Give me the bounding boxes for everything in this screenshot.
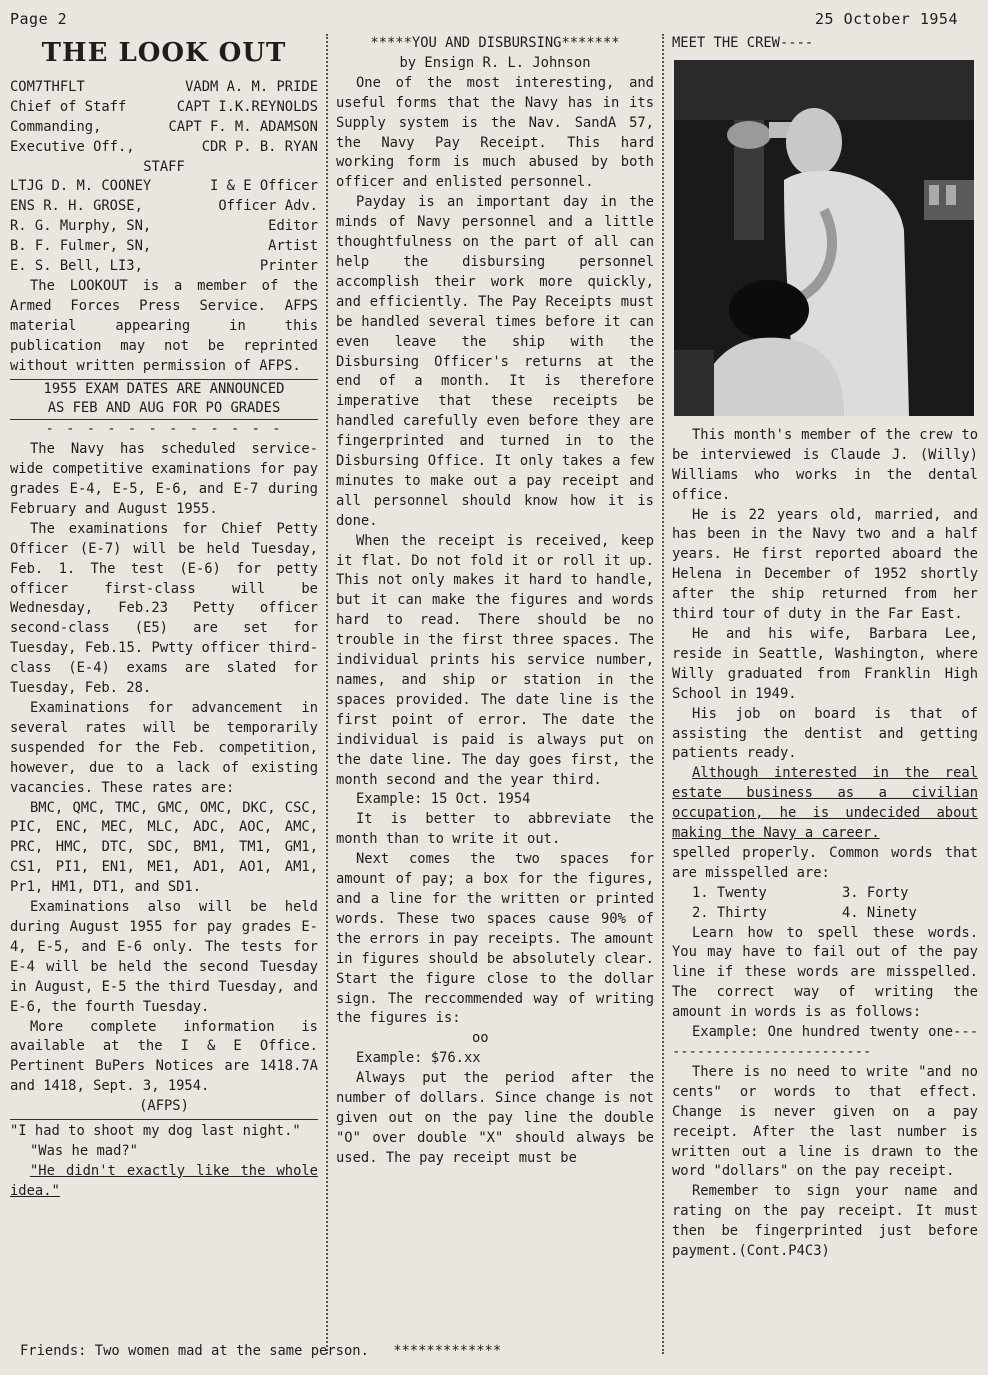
roster-name: CAPT I.K.REYNOLDS [176, 98, 318, 115]
continued-paragraph: Learn how to spell these words. You may have to fail out of the pay line if these words are misspelled. The correct way of writing the amount in words is as follows: [672, 924, 978, 1021]
disbursing-example-amount: Example: $76.xx [356, 1050, 481, 1067]
exam-headline-line-2: AS FEB AND AUG FOR PO GRADES [47, 400, 281, 417]
disbursing-paragraph: When the receipt is received, keep it flat. Do not fold it or roll it up. This not only makes it hard to handle, but it can make the figures and words hard to read. There should be no trouble in the first three spaces. The individual prints his service number, names, and ship or station in the spaces provided. The date line is the first point of error. The date the individual is paid is always put on the date line. The day goes first, the month second and the year third. [336, 532, 654, 788]
staff-label: STAFF [143, 158, 185, 175]
exam-paragraph: The Navy has scheduled service-wide competitive examinations for pay grades E-4, E-5, E-6, and E-7 during February and August 1955. [10, 441, 318, 517]
page-number: Page 2 [10, 10, 68, 28]
staff-row [10, 257, 318, 277]
roster-row [10, 118, 318, 138]
masthead-roster [10, 78, 318, 377]
misspelled-word: 2. Thirty [692, 904, 767, 921]
misspelled-word: 1. Twenty [692, 884, 767, 901]
roster-title: Commanding, [10, 118, 102, 135]
crew-paragraph: His job on board is that of assisting the dentist and getting patients ready. [672, 705, 978, 762]
roster-name: CDR P. B. RYAN [201, 138, 318, 155]
exam-rates-list: BMC, QMC, TMC, GMC, OMC, DKC, CSC, PIC, ENC, MEC, MLC, ADC, AOC, AMC, PRC, HMC, DTC, SDC, BM1, TM1, GM1, CS1, PI1, EN1, ME1, AD1, AO1, AM1, Pr1, HM1, DT1, and SD1. [10, 799, 318, 896]
masthead-title: THE LOOK OUT [41, 38, 287, 68]
roster-title: Executive Off., [10, 138, 135, 155]
disbursing-paragraph: It is better to abbreviate the month than to write it out. [336, 811, 654, 848]
exam-article-body [10, 440, 318, 1117]
roster-row [10, 98, 318, 118]
dental-office-photo-icon [674, 60, 974, 416]
staff-role: Artist [268, 238, 318, 255]
disbursing-example-date: Example: 15 Oct. 1954 [356, 791, 531, 808]
crew-title: MEET THE CREW---- [672, 35, 814, 51]
footer-joke: Friends: Two women mad at the same person. [20, 1343, 369, 1359]
disbursing-paragraph: One of the most interesting, and useful forms that the Navy has in its Supply system is the Nav. SandA 57, the Navy Pay Receipt. This hard working form is much abused by both officer and enlisted personnel. [336, 74, 654, 191]
continued-example: Example: One hundred twenty one--------------------------- [672, 1024, 978, 1060]
roster-name: VADM A. M. PRIDE [185, 78, 318, 95]
misspelled-words-row [672, 904, 978, 924]
column-3 [672, 34, 978, 1262]
joke-separator [10, 1119, 318, 1120]
disbursing-paragraph: Always put the period after the number of dollars. Since change is not given out on the pay line the double "O" over double "X" should always be used. The pay receipt must be [336, 1070, 654, 1166]
continued-intro: spelled properly. Common words that are misspelled are: [672, 844, 978, 881]
exam-paragraph: Examinations also will be held during August 1955 for pay grades E-4, E-5, and E-6 only. The tests for E-4 will be held the second Tuesday in August, E-5 the third Tuesday, and E-6, the fourth Tuesday. [10, 899, 318, 1015]
staff-row [10, 197, 318, 217]
staff-name: B. F. Fulmer, SN, [10, 238, 152, 255]
joke-line: "I had to shoot my dog last night." [10, 1123, 301, 1140]
staff-row [10, 237, 318, 257]
footer [20, 1343, 501, 1359]
misspelled-word: 3. Forty [842, 884, 909, 901]
exam-source: (AFPS) [139, 1098, 189, 1115]
exam-headline [10, 379, 318, 421]
staff-name: E. S. Bell, LI3, [10, 258, 143, 275]
disbursing-paragraph: Payday is an important day in the minds of Navy personnel and a little thoughtfulness on the part of all can help the disbursing personnel accomplish their work more quickly, and efficiently. The Pay Receipts must be handled several times before it can even leave the ship with the Disbursing Officer's returns at the end of a month. It is therefore imperative that these receipts be handled carefully even before they are fingerprinted and turned in to the Disbursing Office. It only takes a few minutes to make out a pay receipt and all personnel should know how it is done. [336, 194, 654, 529]
column-divider-1 [326, 34, 328, 1354]
roster-row [10, 138, 318, 158]
column-divider-2 [662, 34, 664, 1354]
crew-paragraph: He and his wife, Barbara Lee, reside in Seattle, Washington, where Willy graduated from Franklin High School in 1949. [672, 625, 978, 702]
exam-paragraph: The examinations for Chief Petty Officer (E-7) will be held Tuesday, Feb. 1. The test (E-6) for petty officer first-class will be Wednesday, Feb.23 Petty officer second-class (E5) are set for Tuesday, Feb.15. Pwtty officer third-class (E-4) exams are slated for Tuesday, Feb. 28. [10, 520, 318, 697]
exam-paragraph: Examinations for advancement in several rates will be temporarily suspended for the Feb. competition, however, due to a lack of existing vacancies. These rates are: [10, 700, 318, 796]
exam-headline-line-1: 1955 EXAM DATES ARE ANNOUNCED [43, 380, 285, 397]
staff-name: ENS R. H. GROSE, [10, 198, 143, 215]
crew-photo [674, 60, 974, 416]
joke [10, 1122, 318, 1202]
staff-row [10, 217, 318, 237]
joke-line: "Was he mad?" [30, 1142, 138, 1159]
staff-role: Editor [268, 218, 318, 235]
disbursing-title: *****YOU AND DISBURSING******* [370, 35, 620, 51]
staff-role: Officer Adv. [218, 198, 318, 215]
staff-role: I & E Officer [210, 178, 318, 195]
staff-name: R. G. Murphy, SN, [10, 218, 152, 235]
column-1 [10, 34, 318, 1202]
joke-line: "He didn't exactly like the whole idea." [10, 1162, 318, 1199]
staff-row [10, 177, 318, 197]
roster-row [10, 78, 318, 98]
roster-name: CAPT F. M. ADAMSON [168, 118, 318, 135]
staff-name: LTJG D. M. COONEY [10, 178, 152, 195]
disbursing-paragraph: Next comes the two spaces for amount of pay; a box for the figures, and a line for the written or printed words. These two spaces cause 90% of the errors in pay receipts. The amount in figures should be absolutely clear. Start the figure close to the dollar sign. The reccommended way of writing the figures is: [336, 851, 654, 1027]
disbursing-oo: oo [472, 1030, 489, 1047]
afps-note: The LOOKOUT is a member of the Armed Forces Press Service. AFPS material appearing in this publication may not be reprinted without written permission of AFPS. [10, 277, 318, 374]
page-header [10, 8, 976, 30]
issue-date: 25 October 1954 [815, 10, 958, 28]
column-2 [336, 34, 654, 1169]
roster-title: Chief of Staff [10, 98, 127, 115]
crew-paragraph: He is 22 years old, married, and has been in the Navy two and a half years. He first reported aboard the Helena in December of 1952 shortly after the ship returned from her third tour of duty in the Far East. [672, 506, 978, 623]
misspelled-words-row [672, 884, 978, 904]
misspelled-word: 4. Ninety [842, 904, 917, 921]
crew-paragraph: Although interested in the real estate business as a civilian occupation, he is undecided about making the Navy a career. [672, 765, 978, 842]
footer-stars: ************* [393, 1343, 502, 1359]
crew-paragraph: This month's member of the crew to be interviewed is Claude J. (Willy) Williams who works in the dental office. [672, 426, 978, 503]
roster-title: COM7THFLT [10, 78, 85, 95]
exam-dashes: - - - - - - - - - - - - [45, 421, 283, 438]
disbursing-byline: by Ensign R. L. Johnson [399, 54, 591, 71]
continued-paragraph: There is no need to write "and no cents" or words to that effect. Change is never given on a pay receipt. After the last number is written out a line is drawn to the word "dollars" on the pay receipt. [672, 1063, 978, 1180]
staff-role: Printer [259, 258, 318, 275]
exam-paragraph: More complete information is available at the I & E Office. Pertinent BuPers Notices are 1418.7A and 1418, Sept. 3, 1954. [10, 1018, 318, 1095]
continued-paragraph: Remember to sign your name and rating on the pay receipt. It must then be fingerprinted just before payment.(Cont.P4C3) [672, 1183, 978, 1260]
